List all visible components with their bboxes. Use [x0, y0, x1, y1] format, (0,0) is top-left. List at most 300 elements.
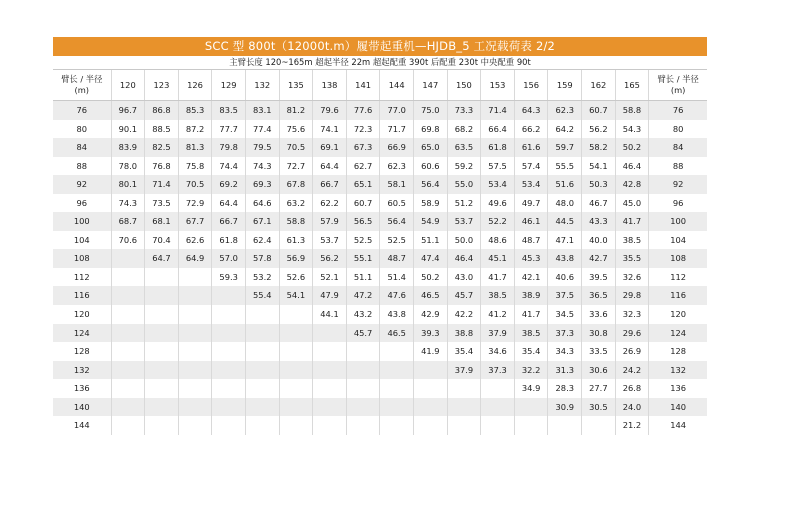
load-value-cell: 61.6	[514, 138, 548, 157]
load-value-cell: 86.8	[145, 101, 179, 120]
load-value-cell	[145, 268, 179, 287]
load-value-cell: 61.8	[212, 231, 246, 250]
load-value-cell: 34.3	[548, 342, 582, 361]
load-value-cell: 64.2	[548, 120, 582, 139]
load-value-cell: 37.9	[447, 361, 481, 380]
row-length-left: 116	[53, 286, 111, 305]
load-value-cell	[414, 416, 448, 435]
load-value-cell: 36.5	[582, 286, 616, 305]
header-right-label-line1: 臂长 / 半径	[657, 74, 699, 84]
load-value-cell: 42.9	[414, 305, 448, 324]
load-value-cell: 28.3	[548, 379, 582, 398]
table-header-row	[53, 70, 707, 101]
load-value-cell	[111, 416, 145, 435]
load-value-cell: 52.1	[313, 268, 347, 287]
load-value-cell: 50.3	[582, 175, 616, 194]
load-value-cell	[447, 398, 481, 417]
header-radius-cell: 123	[145, 70, 179, 101]
row-length-right: 144	[649, 416, 707, 435]
load-value-cell: 60.7	[582, 101, 616, 120]
load-value-cell: 32.3	[615, 305, 649, 324]
load-value-cell	[279, 416, 313, 435]
load-value-cell: 51.2	[447, 194, 481, 213]
load-value-cell	[346, 361, 380, 380]
header-radius-cell: 126	[178, 70, 212, 101]
row-length-left: 88	[53, 157, 111, 176]
table-row	[53, 398, 707, 417]
table-row	[53, 342, 707, 361]
load-value-cell: 60.6	[414, 157, 448, 176]
row-length-right: 140	[649, 398, 707, 417]
load-value-cell: 56.5	[346, 212, 380, 231]
table-row	[53, 416, 707, 435]
load-value-cell	[447, 416, 481, 435]
load-value-cell: 70.5	[279, 138, 313, 157]
load-value-cell	[111, 398, 145, 417]
row-length-right: 128	[649, 342, 707, 361]
load-value-cell: 64.3	[514, 101, 548, 120]
table-row	[53, 268, 707, 287]
load-value-cell: 38.5	[615, 231, 649, 250]
load-value-cell: 46.7	[582, 194, 616, 213]
load-value-cell	[346, 416, 380, 435]
load-value-cell: 30.9	[548, 398, 582, 417]
load-value-cell: 50.2	[615, 138, 649, 157]
load-value-cell	[212, 416, 246, 435]
load-value-cell: 30.6	[582, 361, 616, 380]
header-radius-cell: 162	[582, 70, 616, 101]
load-value-cell: 74.3	[245, 157, 279, 176]
load-value-cell: 67.7	[178, 212, 212, 231]
load-value-cell	[279, 398, 313, 417]
load-value-cell: 70.4	[145, 231, 179, 250]
load-value-cell: 60.5	[380, 194, 414, 213]
load-value-cell: 68.7	[111, 212, 145, 231]
row-length-left: 112	[53, 268, 111, 287]
load-value-cell: 75.6	[279, 120, 313, 139]
load-value-cell: 43.8	[548, 249, 582, 268]
load-value-cell: 57.0	[212, 249, 246, 268]
load-value-cell: 62.3	[548, 101, 582, 120]
row-length-right: 104	[649, 231, 707, 250]
load-value-cell: 30.8	[582, 324, 616, 343]
load-value-cell: 69.2	[212, 175, 246, 194]
load-value-cell	[178, 361, 212, 380]
table-row	[53, 379, 707, 398]
table-row	[53, 120, 707, 139]
load-value-cell: 38.9	[514, 286, 548, 305]
load-value-cell: 73.3	[447, 101, 481, 120]
table-row	[53, 286, 707, 305]
load-value-cell: 90.1	[111, 120, 145, 139]
load-value-cell	[145, 398, 179, 417]
load-value-cell	[245, 305, 279, 324]
load-value-cell	[178, 342, 212, 361]
load-value-cell: 48.6	[481, 231, 515, 250]
load-value-cell	[111, 379, 145, 398]
load-value-cell: 79.8	[212, 138, 246, 157]
load-value-cell: 79.5	[245, 138, 279, 157]
load-value-cell: 72.9	[178, 194, 212, 213]
load-value-cell: 77.6	[346, 101, 380, 120]
row-length-right: 96	[649, 194, 707, 213]
load-value-cell: 42.1	[514, 268, 548, 287]
row-length-right: 80	[649, 120, 707, 139]
load-value-cell: 40.6	[548, 268, 582, 287]
load-value-cell	[346, 342, 380, 361]
load-value-cell: 48.0	[548, 194, 582, 213]
load-value-cell: 62.3	[380, 157, 414, 176]
table-row	[53, 157, 707, 176]
load-value-cell: 26.8	[615, 379, 649, 398]
load-value-cell: 45.7	[447, 286, 481, 305]
load-value-cell: 56.9	[279, 249, 313, 268]
row-length-left: 76	[53, 101, 111, 120]
load-value-cell: 69.8	[414, 120, 448, 139]
load-value-cell: 66.4	[481, 120, 515, 139]
load-value-cell	[145, 305, 179, 324]
load-value-cell	[380, 398, 414, 417]
load-value-cell: 24.2	[615, 361, 649, 380]
row-length-right: 124	[649, 324, 707, 343]
load-value-cell: 63.2	[279, 194, 313, 213]
load-value-cell: 38.5	[481, 286, 515, 305]
load-value-cell: 56.4	[414, 175, 448, 194]
load-value-cell: 35.5	[615, 249, 649, 268]
load-value-cell: 39.3	[414, 324, 448, 343]
header-radius-cell: 144	[380, 70, 414, 101]
load-value-cell: 62.6	[178, 231, 212, 250]
load-value-cell	[178, 416, 212, 435]
row-length-left: 128	[53, 342, 111, 361]
load-value-cell: 62.2	[313, 194, 347, 213]
load-value-cell: 47.6	[380, 286, 414, 305]
load-value-cell: 68.2	[447, 120, 481, 139]
load-value-cell	[212, 398, 246, 417]
load-value-cell: 47.2	[346, 286, 380, 305]
load-value-cell: 57.9	[313, 212, 347, 231]
row-length-right: 76	[649, 101, 707, 120]
load-value-cell: 53.2	[245, 268, 279, 287]
load-value-cell	[145, 416, 179, 435]
load-value-cell	[380, 361, 414, 380]
row-length-right: 108	[649, 249, 707, 268]
table-body	[53, 101, 707, 435]
load-value-cell: 48.7	[514, 231, 548, 250]
header-radius-cell: 165	[615, 70, 649, 101]
load-value-cell: 76.8	[145, 157, 179, 176]
load-value-cell: 44.5	[548, 212, 582, 231]
load-value-cell: 41.7	[615, 212, 649, 231]
load-value-cell: 74.1	[313, 120, 347, 139]
load-value-cell: 61.3	[279, 231, 313, 250]
load-value-cell: 80.1	[111, 175, 145, 194]
table-row	[53, 324, 707, 343]
load-value-cell: 32.6	[615, 268, 649, 287]
load-value-cell	[245, 379, 279, 398]
row-length-left: 84	[53, 138, 111, 157]
table-row	[53, 101, 707, 120]
load-value-cell	[178, 324, 212, 343]
document-title: SCC 型 800t（12000t.m）履带起重机—HJDB_5 工况载荷表 2/2	[53, 37, 707, 56]
header-radius-cell: 141	[346, 70, 380, 101]
load-value-cell: 43.8	[380, 305, 414, 324]
row-length-right: 120	[649, 305, 707, 324]
header-radius-cell: 120	[111, 70, 145, 101]
load-value-cell: 77.4	[245, 120, 279, 139]
header-left-label	[53, 70, 111, 101]
load-value-cell	[178, 268, 212, 287]
load-value-cell: 50.0	[447, 231, 481, 250]
load-value-cell: 39.5	[582, 268, 616, 287]
load-value-cell: 41.2	[481, 305, 515, 324]
load-value-cell: 83.5	[212, 101, 246, 120]
load-value-cell: 67.8	[279, 175, 313, 194]
load-value-cell: 64.9	[178, 249, 212, 268]
row-length-left: 104	[53, 231, 111, 250]
load-value-cell: 52.5	[380, 231, 414, 250]
load-value-cell: 65.0	[414, 138, 448, 157]
load-value-cell	[145, 361, 179, 380]
load-value-cell: 51.1	[346, 268, 380, 287]
load-value-cell: 83.9	[111, 138, 145, 157]
load-value-cell	[212, 286, 246, 305]
load-value-cell	[178, 398, 212, 417]
load-value-cell: 71.7	[380, 120, 414, 139]
load-value-cell: 43.3	[582, 212, 616, 231]
load-value-cell: 37.9	[481, 324, 515, 343]
load-value-cell	[514, 416, 548, 435]
load-value-cell: 74.4	[212, 157, 246, 176]
header-radius-cell: 147	[414, 70, 448, 101]
load-value-cell: 50.2	[414, 268, 448, 287]
load-value-cell: 37.5	[548, 286, 582, 305]
load-value-cell: 55.0	[447, 175, 481, 194]
load-value-cell	[346, 379, 380, 398]
load-value-cell: 49.7	[514, 194, 548, 213]
row-length-left: 136	[53, 379, 111, 398]
load-value-cell: 64.4	[212, 194, 246, 213]
load-value-cell: 57.5	[481, 157, 515, 176]
load-value-cell: 45.0	[615, 194, 649, 213]
load-value-cell: 56.4	[380, 212, 414, 231]
load-value-cell: 52.5	[346, 231, 380, 250]
load-value-cell	[481, 379, 515, 398]
header-radius-cell: 156	[514, 70, 548, 101]
load-value-cell: 58.2	[582, 138, 616, 157]
header-radius-cell: 153	[481, 70, 515, 101]
load-value-cell	[313, 416, 347, 435]
load-value-cell	[145, 324, 179, 343]
load-value-cell: 54.1	[582, 157, 616, 176]
table-row	[53, 231, 707, 250]
load-value-cell: 33.6	[582, 305, 616, 324]
load-value-cell: 82.5	[145, 138, 179, 157]
load-value-cell	[346, 398, 380, 417]
load-value-cell: 57.8	[245, 249, 279, 268]
row-length-left: 80	[53, 120, 111, 139]
load-value-cell: 75.0	[414, 101, 448, 120]
load-value-cell: 74.3	[111, 194, 145, 213]
header-right-label-line2: (m)	[670, 85, 686, 95]
load-value-cell	[111, 361, 145, 380]
load-value-cell: 42.7	[582, 249, 616, 268]
load-value-cell: 81.3	[178, 138, 212, 157]
load-value-cell	[145, 379, 179, 398]
load-value-cell: 77.7	[212, 120, 246, 139]
load-value-cell: 56.2	[582, 120, 616, 139]
load-value-cell	[111, 249, 145, 268]
row-length-left: 96	[53, 194, 111, 213]
load-value-cell: 64.7	[145, 249, 179, 268]
load-value-cell: 75.8	[178, 157, 212, 176]
load-value-cell: 59.2	[447, 157, 481, 176]
load-value-cell: 29.6	[615, 324, 649, 343]
load-value-cell: 52.2	[481, 212, 515, 231]
load-value-cell: 41.7	[481, 268, 515, 287]
row-length-right: 88	[649, 157, 707, 176]
load-value-cell: 58.8	[615, 101, 649, 120]
load-value-cell	[245, 342, 279, 361]
load-value-cell: 58.8	[279, 212, 313, 231]
row-length-left: 92	[53, 175, 111, 194]
load-value-cell: 45.7	[346, 324, 380, 343]
load-value-cell: 35.4	[514, 342, 548, 361]
load-value-cell: 34.9	[514, 379, 548, 398]
load-value-cell: 78.0	[111, 157, 145, 176]
load-value-cell: 59.3	[212, 268, 246, 287]
load-value-cell: 46.5	[380, 324, 414, 343]
load-value-cell: 44.1	[313, 305, 347, 324]
load-value-cell	[245, 416, 279, 435]
load-value-cell: 35.4	[447, 342, 481, 361]
table-row	[53, 138, 707, 157]
load-value-cell: 66.7	[313, 175, 347, 194]
row-length-left: 108	[53, 249, 111, 268]
load-value-cell	[111, 286, 145, 305]
load-value-cell	[212, 379, 246, 398]
load-value-cell: 67.1	[245, 212, 279, 231]
header-radius-cell: 159	[548, 70, 582, 101]
load-value-cell: 47.9	[313, 286, 347, 305]
header-radius-cell: 138	[313, 70, 347, 101]
load-value-cell: 58.1	[380, 175, 414, 194]
load-value-cell: 70.5	[178, 175, 212, 194]
load-value-cell	[313, 324, 347, 343]
load-value-cell	[245, 324, 279, 343]
load-value-cell	[279, 379, 313, 398]
row-length-right: 136	[649, 379, 707, 398]
load-value-cell: 42.8	[615, 175, 649, 194]
row-length-right: 92	[649, 175, 707, 194]
row-length-right: 100	[649, 212, 707, 231]
header-right-label	[649, 70, 707, 101]
load-value-cell	[279, 305, 313, 324]
load-value-cell: 87.2	[178, 120, 212, 139]
row-length-left: 100	[53, 212, 111, 231]
load-value-cell	[313, 379, 347, 398]
load-value-cell: 83.1	[245, 101, 279, 120]
load-value-cell: 62.4	[245, 231, 279, 250]
row-length-right: 84	[649, 138, 707, 157]
load-value-cell: 61.8	[481, 138, 515, 157]
load-value-cell: 53.4	[481, 175, 515, 194]
load-value-cell: 65.1	[346, 175, 380, 194]
load-value-cell: 55.4	[245, 286, 279, 305]
load-value-cell	[548, 416, 582, 435]
load-value-cell: 68.1	[145, 212, 179, 231]
load-value-cell: 49.6	[481, 194, 515, 213]
load-value-cell: 54.3	[615, 120, 649, 139]
load-value-cell: 96.7	[111, 101, 145, 120]
load-value-cell: 63.5	[447, 138, 481, 157]
load-value-cell	[178, 286, 212, 305]
row-length-right: 112	[649, 268, 707, 287]
load-value-cell: 66.7	[212, 212, 246, 231]
load-value-cell	[414, 398, 448, 417]
load-value-cell: 58.9	[414, 194, 448, 213]
load-value-cell: 26.9	[615, 342, 649, 361]
header-radius-cell: 132	[245, 70, 279, 101]
load-value-cell: 42.2	[447, 305, 481, 324]
load-value-cell	[212, 324, 246, 343]
load-value-cell	[279, 342, 313, 361]
load-value-cell: 34.5	[548, 305, 582, 324]
load-value-cell	[313, 361, 347, 380]
load-value-cell: 70.6	[111, 231, 145, 250]
row-length-right: 132	[649, 361, 707, 380]
load-value-cell	[111, 305, 145, 324]
load-value-cell: 81.2	[279, 101, 313, 120]
load-value-cell	[178, 379, 212, 398]
load-table	[53, 70, 707, 435]
load-value-cell: 47.4	[414, 249, 448, 268]
table-row	[53, 194, 707, 213]
load-value-cell: 31.3	[548, 361, 582, 380]
load-value-cell	[380, 416, 414, 435]
document-subtitle: 主臂长度 120~165m 超起半径 22m 超起配重 390t 后配重 230t 中央配重 90t	[53, 56, 707, 70]
load-value-cell	[212, 342, 246, 361]
load-value-cell: 59.7	[548, 138, 582, 157]
load-value-cell: 46.5	[414, 286, 448, 305]
row-length-left: 140	[53, 398, 111, 417]
header-radius-cell: 129	[212, 70, 246, 101]
load-value-cell	[414, 361, 448, 380]
load-value-cell: 45.1	[481, 249, 515, 268]
load-value-cell	[414, 379, 448, 398]
table-row	[53, 249, 707, 268]
load-value-cell: 51.4	[380, 268, 414, 287]
load-value-cell	[481, 398, 515, 417]
load-value-cell: 79.6	[313, 101, 347, 120]
load-value-cell	[178, 305, 212, 324]
load-value-cell: 38.8	[447, 324, 481, 343]
load-value-cell: 51.1	[414, 231, 448, 250]
load-value-cell: 71.4	[481, 101, 515, 120]
load-value-cell: 29.8	[615, 286, 649, 305]
row-length-right: 116	[649, 286, 707, 305]
load-value-cell: 66.9	[380, 138, 414, 157]
load-value-cell: 53.7	[313, 231, 347, 250]
load-value-cell: 38.5	[514, 324, 548, 343]
row-length-left: 120	[53, 305, 111, 324]
load-value-cell: 88.5	[145, 120, 179, 139]
load-value-cell	[313, 398, 347, 417]
row-length-left: 124	[53, 324, 111, 343]
load-value-cell	[145, 342, 179, 361]
load-value-cell: 33.5	[582, 342, 616, 361]
load-value-cell: 54.1	[279, 286, 313, 305]
